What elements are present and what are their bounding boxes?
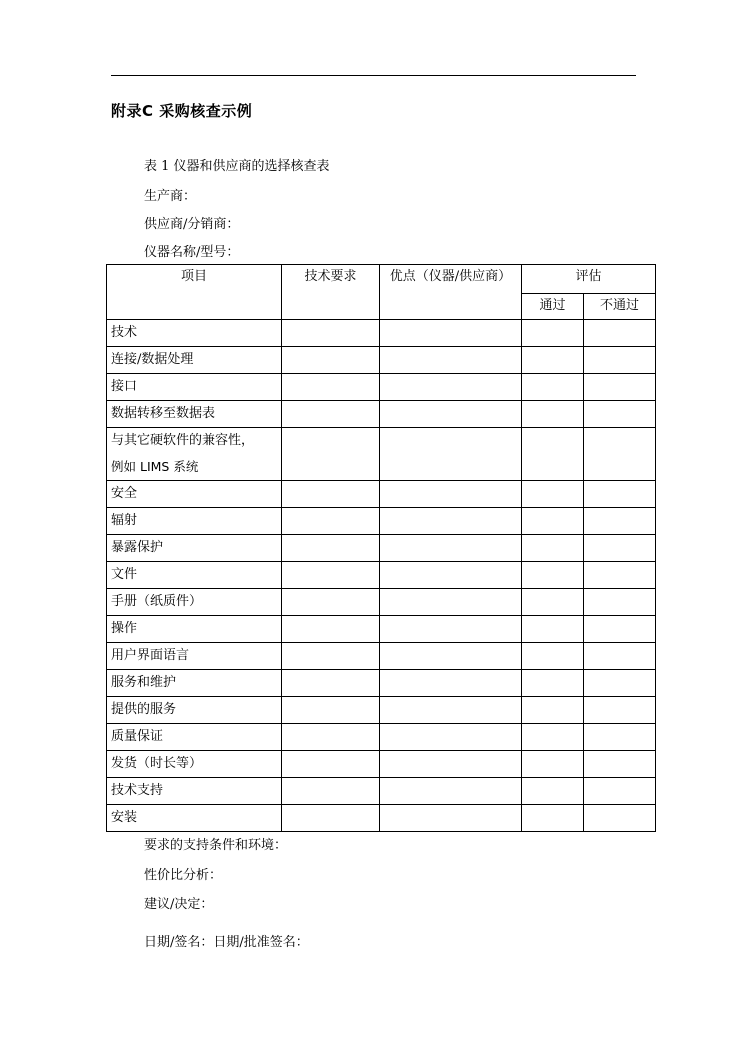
tech-requirement-cell: [282, 374, 380, 401]
row-item: 手册（纸质件）: [107, 589, 282, 616]
row-item: 安全: [107, 481, 282, 508]
fail-cell: [584, 670, 656, 697]
header-evaluation: 评估: [522, 265, 656, 294]
fail-cell: [584, 724, 656, 751]
table-row: [107, 778, 656, 805]
pass-cell: [522, 697, 584, 724]
pass-cell: [522, 428, 584, 481]
table-row: [107, 535, 656, 562]
header-advantage: 优点（仪器/供应商）: [380, 265, 522, 320]
tech-requirement-cell: [282, 805, 380, 832]
fail-cell: [584, 535, 656, 562]
table-row: [107, 805, 656, 832]
fail-cell: [584, 481, 656, 508]
header-item: 项目: [107, 265, 282, 320]
table-row: [107, 616, 656, 643]
row-item: 辐射: [107, 508, 282, 535]
field-supplier: 供应商/分销商：: [144, 217, 240, 232]
advantage-cell: [380, 401, 522, 428]
field-manufacturer: 生产商：: [144, 189, 197, 204]
table-row: [107, 481, 656, 508]
row-item: 技术: [107, 320, 282, 347]
advantage-cell: [380, 374, 522, 401]
field-instrument-model: 仪器名称/型号：: [144, 245, 240, 260]
table-row: [107, 320, 656, 347]
row-item: 质量保证: [107, 724, 282, 751]
tech-requirement-cell: [282, 320, 380, 347]
row-item: 发货（时长等）: [107, 751, 282, 778]
tech-requirement-cell: [282, 535, 380, 562]
fail-cell: [584, 428, 656, 481]
pass-cell: [522, 374, 584, 401]
fail-cell: [584, 374, 656, 401]
advantage-cell: [380, 562, 522, 589]
table-row: [107, 751, 656, 778]
row-item: 操作: [107, 616, 282, 643]
advantage-cell: [380, 643, 522, 670]
advantage-cell: [380, 589, 522, 616]
table-caption: 表 1 仪器和供应商的选择核查表: [144, 159, 330, 174]
fail-cell: [584, 347, 656, 374]
fail-cell: [584, 589, 656, 616]
selection-checklist-table: [106, 264, 656, 832]
fail-cell: [584, 805, 656, 832]
appendix-title: 附录C 采购核查示例: [111, 102, 253, 120]
pass-cell: [522, 805, 584, 832]
tech-requirement-cell: [282, 508, 380, 535]
fail-cell: [584, 616, 656, 643]
pass-cell: [522, 643, 584, 670]
row-item: 文件: [107, 562, 282, 589]
tech-requirement-cell: [282, 401, 380, 428]
pass-cell: [522, 670, 584, 697]
row-item-line: 例如 LIMS 系统: [111, 459, 199, 474]
tech-requirement-cell: [282, 751, 380, 778]
field-support-conditions: 要求的支持条件和环境：: [144, 838, 288, 853]
advantage-cell: [380, 320, 522, 347]
pass-cell: [522, 751, 584, 778]
tech-requirement-cell: [282, 697, 380, 724]
advantage-cell: [380, 347, 522, 374]
advantage-cell: [380, 805, 522, 832]
pass-cell: [522, 320, 584, 347]
header-pass: 通过: [522, 294, 584, 320]
tech-requirement-cell: [282, 724, 380, 751]
fail-cell: [584, 562, 656, 589]
advantage-cell: [380, 751, 522, 778]
table-row: [107, 374, 656, 401]
advantage-cell: [380, 697, 522, 724]
pass-cell: [522, 535, 584, 562]
table-row: [107, 508, 656, 535]
table-row: [107, 401, 656, 428]
pass-cell: [522, 347, 584, 374]
tech-requirement-cell: [282, 643, 380, 670]
tech-requirement-cell: [282, 589, 380, 616]
pass-cell: [522, 589, 584, 616]
fail-cell: [584, 697, 656, 724]
row-item: 安装: [107, 805, 282, 832]
field-cost-performance: 性价比分析：: [144, 868, 223, 883]
row-item: 暴露保护: [107, 535, 282, 562]
advantage-cell: [380, 616, 522, 643]
table-row: [107, 562, 656, 589]
row-item: 技术支持: [107, 778, 282, 805]
table-row: [107, 670, 656, 697]
advantage-cell: [380, 670, 522, 697]
tech-requirement-cell: [282, 428, 380, 481]
fail-cell: [584, 320, 656, 347]
table-row: [107, 697, 656, 724]
row-item: 提供的服务: [107, 697, 282, 724]
field-recommendation: 建议/决定：: [144, 897, 214, 912]
fail-cell: [584, 508, 656, 535]
fail-cell: [584, 401, 656, 428]
advantage-cell: [380, 724, 522, 751]
row-item: [107, 428, 282, 481]
tech-requirement-cell: [282, 616, 380, 643]
advantage-cell: [380, 508, 522, 535]
table-row: [107, 347, 656, 374]
table-row: [107, 724, 656, 751]
row-item: 连接/数据处理: [107, 347, 282, 374]
fail-cell: [584, 751, 656, 778]
field-date-signature: 日期/签名：日期/批准签名：: [144, 935, 309, 950]
tech-requirement-cell: [282, 562, 380, 589]
row-item: 用户界面语言: [107, 643, 282, 670]
table-row: [107, 589, 656, 616]
fail-cell: [584, 643, 656, 670]
row-item-line: 与其它硬软件的兼容性，: [111, 433, 255, 448]
table-row: [107, 428, 656, 481]
header-rule: [111, 75, 636, 76]
pass-cell: [522, 481, 584, 508]
fail-cell: [584, 778, 656, 805]
table-row: [107, 643, 656, 670]
pass-cell: [522, 616, 584, 643]
advantage-cell: [380, 778, 522, 805]
tech-requirement-cell: [282, 347, 380, 374]
advantage-cell: [380, 481, 522, 508]
header-fail: 不通过: [584, 294, 656, 320]
pass-cell: [522, 778, 584, 805]
header-tech-requirement: 技术要求: [282, 265, 380, 320]
pass-cell: [522, 562, 584, 589]
tech-requirement-cell: [282, 481, 380, 508]
pass-cell: [522, 508, 584, 535]
pass-cell: [522, 724, 584, 751]
row-item: 服务和维护: [107, 670, 282, 697]
advantage-cell: [380, 428, 522, 481]
row-item: 数据转移至数据表: [107, 401, 282, 428]
tech-requirement-cell: [282, 670, 380, 697]
tech-requirement-cell: [282, 778, 380, 805]
advantage-cell: [380, 535, 522, 562]
pass-cell: [522, 401, 584, 428]
row-item: 接口: [107, 374, 282, 401]
